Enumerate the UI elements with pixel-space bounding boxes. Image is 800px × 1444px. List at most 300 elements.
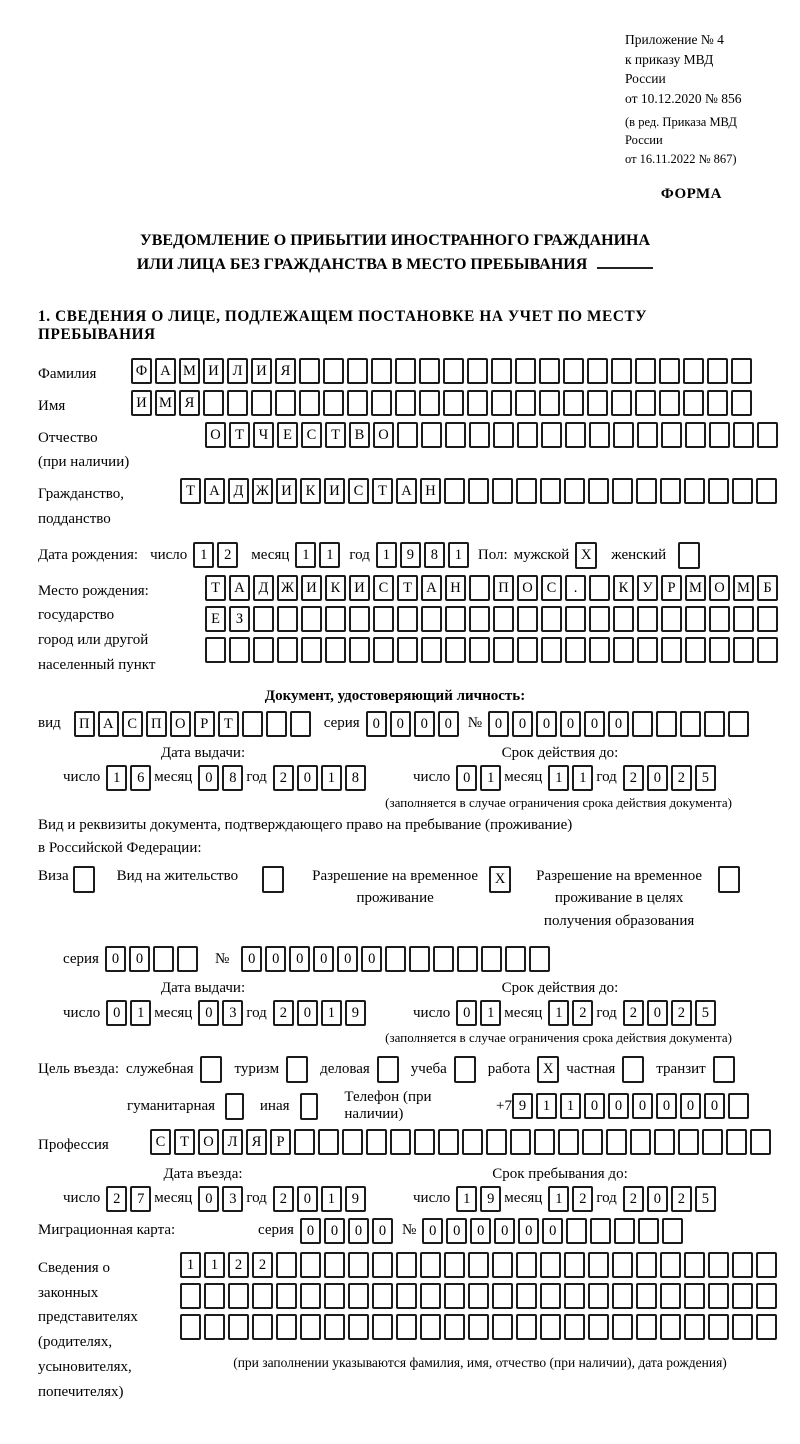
char-cell[interactable]: 1 — [480, 765, 501, 791]
char-cell[interactable] — [299, 390, 320, 416]
char-cell[interactable] — [421, 422, 442, 448]
char-cell[interactable]: И — [131, 390, 152, 416]
char-cell[interactable] — [589, 422, 610, 448]
char-cell[interactable] — [654, 1129, 675, 1155]
char-cell[interactable] — [756, 1252, 777, 1278]
char-cell[interactable] — [421, 606, 442, 632]
char-cell[interactable]: 1 — [106, 765, 127, 791]
char-cell[interactable] — [733, 637, 754, 663]
char-cell[interactable]: А — [229, 575, 250, 601]
char-cell[interactable]: И — [251, 358, 272, 384]
char-cell[interactable] — [659, 358, 680, 384]
char-cell[interactable]: 2 — [228, 1252, 249, 1278]
char-cell[interactable] — [517, 637, 538, 663]
char-cell[interactable]: 9 — [400, 542, 421, 568]
char-cell[interactable]: П — [74, 711, 95, 737]
char-cell[interactable] — [492, 1283, 513, 1309]
char-cell[interactable]: А — [155, 358, 176, 384]
char-cell[interactable]: 0 — [456, 1000, 477, 1026]
char-cell[interactable] — [372, 1252, 393, 1278]
char-cell[interactable]: М — [179, 358, 200, 384]
char-cell[interactable]: 3 — [222, 1186, 243, 1212]
char-cell[interactable]: Р — [270, 1129, 291, 1155]
char-cell[interactable]: И — [349, 575, 370, 601]
char-cell[interactable] — [228, 1314, 249, 1340]
char-cell[interactable] — [469, 606, 490, 632]
char-cell[interactable] — [614, 1218, 635, 1244]
char-cell[interactable] — [733, 422, 754, 448]
char-cell[interactable] — [732, 1314, 753, 1340]
char-cell[interactable] — [371, 390, 392, 416]
char-cell[interactable]: Т — [372, 478, 393, 504]
char-cell[interactable]: Н — [420, 478, 441, 504]
char-cell[interactable] — [301, 637, 322, 663]
char-cell[interactable] — [385, 946, 406, 972]
char-cell[interactable]: О — [170, 711, 191, 737]
char-cell[interactable] — [318, 1129, 339, 1155]
char-cell[interactable]: 0 — [470, 1218, 491, 1244]
char-cell[interactable]: 2 — [252, 1252, 273, 1278]
char-cell[interactable] — [438, 1129, 459, 1155]
char-cell[interactable] — [492, 1252, 513, 1278]
char-cell[interactable]: С — [348, 478, 369, 504]
char-cell[interactable]: Р — [194, 711, 215, 737]
char-cell[interactable]: Я — [179, 390, 200, 416]
char-cell[interactable] — [566, 1218, 587, 1244]
char-cell[interactable] — [445, 637, 466, 663]
char-cell[interactable] — [515, 390, 536, 416]
checkbox-purpose-commercial[interactable] — [377, 1056, 399, 1083]
char-cell[interactable] — [660, 1314, 681, 1340]
char-cell[interactable] — [324, 1252, 345, 1278]
char-cell[interactable] — [707, 390, 728, 416]
char-cell[interactable] — [253, 606, 274, 632]
char-cell[interactable] — [468, 478, 489, 504]
char-cell[interactable] — [757, 606, 778, 632]
checkbox-temp-residence[interactable]: X — [489, 866, 511, 893]
char-cell[interactable] — [275, 390, 296, 416]
char-cell[interactable] — [396, 1283, 417, 1309]
char-cell[interactable] — [708, 1283, 729, 1309]
char-cell[interactable]: 0 — [494, 1218, 515, 1244]
char-cell[interactable]: 0 — [608, 711, 629, 737]
char-cell[interactable]: 2 — [217, 542, 238, 568]
char-cell[interactable]: 1 — [480, 1000, 501, 1026]
char-cell[interactable]: М — [155, 390, 176, 416]
char-cell[interactable]: 0 — [241, 946, 262, 972]
char-cell[interactable]: 0 — [647, 765, 668, 791]
char-cell[interactable] — [276, 1314, 297, 1340]
char-cell[interactable] — [277, 606, 298, 632]
checkbox-visa[interactable] — [73, 866, 95, 893]
char-cell[interactable] — [661, 606, 682, 632]
char-cell[interactable] — [294, 1129, 315, 1155]
char-cell[interactable] — [396, 1314, 417, 1340]
char-cell[interactable] — [612, 1283, 633, 1309]
char-cell[interactable]: 0 — [297, 765, 318, 791]
char-cell[interactable]: 1 — [180, 1252, 201, 1278]
char-cell[interactable]: Т — [218, 711, 239, 737]
char-cell[interactable] — [678, 1129, 699, 1155]
char-cell[interactable]: 9 — [345, 1186, 366, 1212]
char-cell[interactable]: 2 — [671, 765, 692, 791]
char-cell[interactable] — [493, 606, 514, 632]
checkbox-purpose-business[interactable] — [200, 1056, 222, 1083]
char-cell[interactable] — [613, 637, 634, 663]
char-cell[interactable] — [516, 478, 537, 504]
char-cell[interactable] — [656, 711, 677, 737]
char-cell[interactable] — [637, 637, 658, 663]
checkbox-purpose-tourism[interactable] — [286, 1056, 308, 1083]
char-cell[interactable] — [564, 478, 585, 504]
char-cell[interactable] — [443, 358, 464, 384]
char-cell[interactable]: 2 — [623, 1000, 644, 1026]
char-cell[interactable]: 0 — [289, 946, 310, 972]
char-cell[interactable] — [534, 1129, 555, 1155]
char-cell[interactable]: 0 — [560, 711, 581, 737]
char-cell[interactable]: 0 — [324, 1218, 345, 1244]
char-cell[interactable]: И — [324, 478, 345, 504]
char-cell[interactable] — [277, 637, 298, 663]
char-cell[interactable] — [409, 946, 430, 972]
char-cell[interactable] — [481, 946, 502, 972]
char-cell[interactable]: 0 — [198, 1000, 219, 1026]
char-cell[interactable]: 0 — [414, 711, 435, 737]
char-cell[interactable]: Ж — [277, 575, 298, 601]
char-cell[interactable] — [684, 1283, 705, 1309]
char-cell[interactable] — [204, 1283, 225, 1309]
char-cell[interactable] — [709, 606, 730, 632]
char-cell[interactable] — [420, 1252, 441, 1278]
char-cell[interactable] — [492, 478, 513, 504]
char-cell[interactable] — [636, 1252, 657, 1278]
char-cell[interactable] — [492, 1314, 513, 1340]
char-cell[interactable] — [491, 358, 512, 384]
char-cell[interactable]: 1 — [295, 542, 316, 568]
char-cell[interactable]: 1 — [321, 765, 342, 791]
char-cell[interactable] — [227, 390, 248, 416]
char-cell[interactable]: 2 — [671, 1186, 692, 1212]
char-cell[interactable] — [505, 946, 526, 972]
char-cell[interactable] — [589, 637, 610, 663]
char-cell[interactable] — [612, 1252, 633, 1278]
char-cell[interactable] — [590, 1218, 611, 1244]
char-cell[interactable] — [204, 1314, 225, 1340]
char-cell[interactable] — [300, 1252, 321, 1278]
char-cell[interactable] — [589, 606, 610, 632]
char-cell[interactable] — [342, 1129, 363, 1155]
char-cell[interactable]: Т — [174, 1129, 195, 1155]
char-cell[interactable] — [419, 358, 440, 384]
char-cell[interactable]: Я — [275, 358, 296, 384]
char-cell[interactable]: 0 — [584, 1093, 605, 1119]
char-cell[interactable]: Ж — [252, 478, 273, 504]
char-cell[interactable] — [420, 1314, 441, 1340]
char-cell[interactable]: А — [98, 711, 119, 737]
char-cell[interactable] — [564, 1252, 585, 1278]
char-cell[interactable]: 1 — [548, 1186, 569, 1212]
char-cell[interactable] — [589, 575, 610, 601]
char-cell[interactable]: А — [396, 478, 417, 504]
char-cell[interactable] — [540, 1283, 561, 1309]
char-cell[interactable] — [659, 390, 680, 416]
char-cell[interactable] — [443, 390, 464, 416]
char-cell[interactable] — [467, 358, 488, 384]
char-cell[interactable]: 0 — [337, 946, 358, 972]
char-cell[interactable] — [756, 478, 777, 504]
char-cell[interactable] — [325, 637, 346, 663]
char-cell[interactable] — [558, 1129, 579, 1155]
char-cell[interactable]: И — [276, 478, 297, 504]
char-cell[interactable]: К — [325, 575, 346, 601]
char-cell[interactable] — [635, 390, 656, 416]
char-cell[interactable] — [421, 637, 442, 663]
char-cell[interactable] — [517, 422, 538, 448]
char-cell[interactable] — [637, 606, 658, 632]
char-cell[interactable] — [540, 1252, 561, 1278]
checkbox-male[interactable]: X — [575, 542, 597, 569]
char-cell[interactable] — [732, 1283, 753, 1309]
char-cell[interactable] — [539, 358, 560, 384]
char-cell[interactable] — [468, 1283, 489, 1309]
char-cell[interactable] — [709, 637, 730, 663]
char-cell[interactable] — [540, 1314, 561, 1340]
char-cell[interactable] — [516, 1283, 537, 1309]
char-cell[interactable]: Ч — [253, 422, 274, 448]
char-cell[interactable]: 1 — [130, 1000, 151, 1026]
char-cell[interactable]: 0 — [647, 1000, 668, 1026]
char-cell[interactable] — [242, 711, 263, 737]
char-cell[interactable]: С — [150, 1129, 171, 1155]
char-cell[interactable]: 0 — [105, 946, 126, 972]
char-cell[interactable] — [349, 637, 370, 663]
char-cell[interactable]: Е — [277, 422, 298, 448]
char-cell[interactable] — [180, 1314, 201, 1340]
char-cell[interactable] — [732, 478, 753, 504]
char-cell[interactable]: С — [122, 711, 143, 737]
char-cell[interactable]: 0 — [297, 1186, 318, 1212]
char-cell[interactable]: 0 — [198, 1186, 219, 1212]
checkbox-purpose-humanitarian[interactable] — [225, 1093, 244, 1120]
char-cell[interactable]: М — [733, 575, 754, 601]
char-cell[interactable] — [637, 422, 658, 448]
char-cell[interactable] — [276, 1283, 297, 1309]
char-cell[interactable]: 0 — [198, 765, 219, 791]
char-cell[interactable] — [636, 1283, 657, 1309]
char-cell[interactable]: К — [300, 478, 321, 504]
char-cell[interactable]: 1 — [572, 765, 593, 791]
char-cell[interactable]: 1 — [376, 542, 397, 568]
char-cell[interactable] — [563, 390, 584, 416]
char-cell[interactable]: 2 — [273, 1186, 294, 1212]
char-cell[interactable] — [540, 478, 561, 504]
char-cell[interactable]: 0 — [129, 946, 150, 972]
char-cell[interactable] — [397, 606, 418, 632]
char-cell[interactable] — [444, 1283, 465, 1309]
char-cell[interactable]: 0 — [422, 1218, 443, 1244]
char-cell[interactable]: Т — [325, 422, 346, 448]
char-cell[interactable]: 1 — [204, 1252, 225, 1278]
char-cell[interactable] — [588, 1314, 609, 1340]
char-cell[interactable]: 1 — [321, 1186, 342, 1212]
char-cell[interactable] — [468, 1314, 489, 1340]
char-cell[interactable] — [680, 711, 701, 737]
char-cell[interactable] — [660, 1252, 681, 1278]
char-cell[interactable]: 0 — [297, 1000, 318, 1026]
char-cell[interactable] — [541, 422, 562, 448]
char-cell[interactable] — [732, 1252, 753, 1278]
char-cell[interactable] — [660, 1283, 681, 1309]
char-cell[interactable]: Т — [229, 422, 250, 448]
char-cell[interactable]: 0 — [372, 1218, 393, 1244]
char-cell[interactable] — [180, 1283, 201, 1309]
char-cell[interactable] — [444, 478, 465, 504]
char-cell[interactable]: Н — [445, 575, 466, 601]
char-cell[interactable] — [539, 390, 560, 416]
char-cell[interactable]: В — [349, 422, 370, 448]
char-cell[interactable] — [685, 606, 706, 632]
char-cell[interactable]: 2 — [572, 1186, 593, 1212]
char-cell[interactable]: 8 — [222, 765, 243, 791]
checkbox-purpose-work[interactable]: X — [537, 1056, 559, 1083]
char-cell[interactable] — [433, 946, 454, 972]
char-cell[interactable] — [177, 946, 198, 972]
char-cell[interactable] — [708, 1314, 729, 1340]
char-cell[interactable] — [636, 1314, 657, 1340]
char-cell[interactable] — [702, 1129, 723, 1155]
char-cell[interactable]: 0 — [106, 1000, 127, 1026]
char-cell[interactable] — [253, 637, 274, 663]
char-cell[interactable]: 1 — [560, 1093, 581, 1119]
char-cell[interactable] — [708, 478, 729, 504]
char-cell[interactable]: Б — [757, 575, 778, 601]
char-cell[interactable]: 0 — [704, 1093, 725, 1119]
char-cell[interactable] — [252, 1314, 273, 1340]
char-cell[interactable] — [228, 1283, 249, 1309]
char-cell[interactable]: 6 — [130, 765, 151, 791]
char-cell[interactable] — [564, 1314, 585, 1340]
char-cell[interactable] — [300, 1283, 321, 1309]
char-cell[interactable] — [366, 1129, 387, 1155]
char-cell[interactable] — [685, 422, 706, 448]
char-cell[interactable]: Т — [397, 575, 418, 601]
char-cell[interactable]: 5 — [695, 1186, 716, 1212]
char-cell[interactable] — [517, 606, 538, 632]
char-cell[interactable] — [638, 1218, 659, 1244]
char-cell[interactable] — [726, 1129, 747, 1155]
char-cell[interactable]: 2 — [623, 765, 644, 791]
char-cell[interactable]: 0 — [608, 1093, 629, 1119]
char-cell[interactable] — [396, 1252, 417, 1278]
char-cell[interactable] — [325, 606, 346, 632]
char-cell[interactable] — [611, 358, 632, 384]
char-cell[interactable] — [516, 1252, 537, 1278]
char-cell[interactable] — [252, 1283, 273, 1309]
char-cell[interactable]: О — [517, 575, 538, 601]
char-cell[interactable] — [323, 390, 344, 416]
char-cell[interactable] — [733, 606, 754, 632]
char-cell[interactable] — [372, 1283, 393, 1309]
char-cell[interactable] — [662, 1218, 683, 1244]
char-cell[interactable] — [300, 1314, 321, 1340]
char-cell[interactable]: Т — [205, 575, 226, 601]
char-cell[interactable]: С — [301, 422, 322, 448]
char-cell[interactable] — [588, 1252, 609, 1278]
char-cell[interactable]: 0 — [348, 1218, 369, 1244]
char-cell[interactable] — [632, 711, 653, 737]
char-cell[interactable] — [750, 1129, 771, 1155]
char-cell[interactable] — [731, 390, 752, 416]
checkbox-residence-permit[interactable] — [262, 866, 284, 893]
checkbox-temp-residence-education[interactable] — [718, 866, 740, 893]
char-cell[interactable] — [493, 422, 514, 448]
char-cell[interactable]: 0 — [456, 765, 477, 791]
char-cell[interactable] — [349, 606, 370, 632]
char-cell[interactable] — [467, 390, 488, 416]
char-cell[interactable] — [419, 390, 440, 416]
char-cell[interactable]: 5 — [695, 1000, 716, 1026]
char-cell[interactable] — [515, 358, 536, 384]
char-cell[interactable]: 1 — [548, 765, 569, 791]
char-cell[interactable] — [707, 358, 728, 384]
char-cell[interactable] — [469, 422, 490, 448]
char-cell[interactable] — [445, 422, 466, 448]
char-cell[interactable]: Р — [661, 575, 682, 601]
char-cell[interactable] — [414, 1129, 435, 1155]
char-cell[interactable]: 8 — [345, 765, 366, 791]
char-cell[interactable]: 1 — [321, 1000, 342, 1026]
char-cell[interactable] — [728, 711, 749, 737]
char-cell[interactable]: 9 — [512, 1093, 533, 1119]
char-cell[interactable] — [541, 637, 562, 663]
char-cell[interactable]: 0 — [300, 1218, 321, 1244]
char-cell[interactable]: 5 — [695, 765, 716, 791]
char-cell[interactable]: 0 — [488, 711, 509, 737]
char-cell[interactable] — [390, 1129, 411, 1155]
char-cell[interactable] — [588, 478, 609, 504]
char-cell[interactable]: К — [613, 575, 634, 601]
char-cell[interactable] — [731, 358, 752, 384]
char-cell[interactable] — [756, 1283, 777, 1309]
char-cell[interactable]: О — [198, 1129, 219, 1155]
char-cell[interactable] — [445, 606, 466, 632]
char-cell[interactable]: С — [541, 575, 562, 601]
char-cell[interactable] — [323, 358, 344, 384]
char-cell[interactable] — [683, 358, 704, 384]
char-cell[interactable] — [469, 575, 490, 601]
char-cell[interactable]: 9 — [345, 1000, 366, 1026]
char-cell[interactable]: 1 — [536, 1093, 557, 1119]
char-cell[interactable]: О — [205, 422, 226, 448]
char-cell[interactable] — [276, 1252, 297, 1278]
char-cell[interactable]: П — [146, 711, 167, 737]
char-cell[interactable] — [565, 422, 586, 448]
char-cell[interactable] — [661, 422, 682, 448]
char-cell[interactable]: И — [203, 358, 224, 384]
char-cell[interactable] — [563, 358, 584, 384]
char-cell[interactable] — [708, 1252, 729, 1278]
char-cell[interactable] — [420, 1283, 441, 1309]
char-cell[interactable]: П — [493, 575, 514, 601]
char-cell[interactable] — [757, 637, 778, 663]
char-cell[interactable]: 1 — [456, 1186, 477, 1212]
char-cell[interactable] — [613, 422, 634, 448]
char-cell[interactable]: Е — [205, 606, 226, 632]
char-cell[interactable]: Л — [227, 358, 248, 384]
char-cell[interactable]: 2 — [273, 1000, 294, 1026]
char-cell[interactable] — [371, 358, 392, 384]
char-cell[interactable] — [347, 390, 368, 416]
